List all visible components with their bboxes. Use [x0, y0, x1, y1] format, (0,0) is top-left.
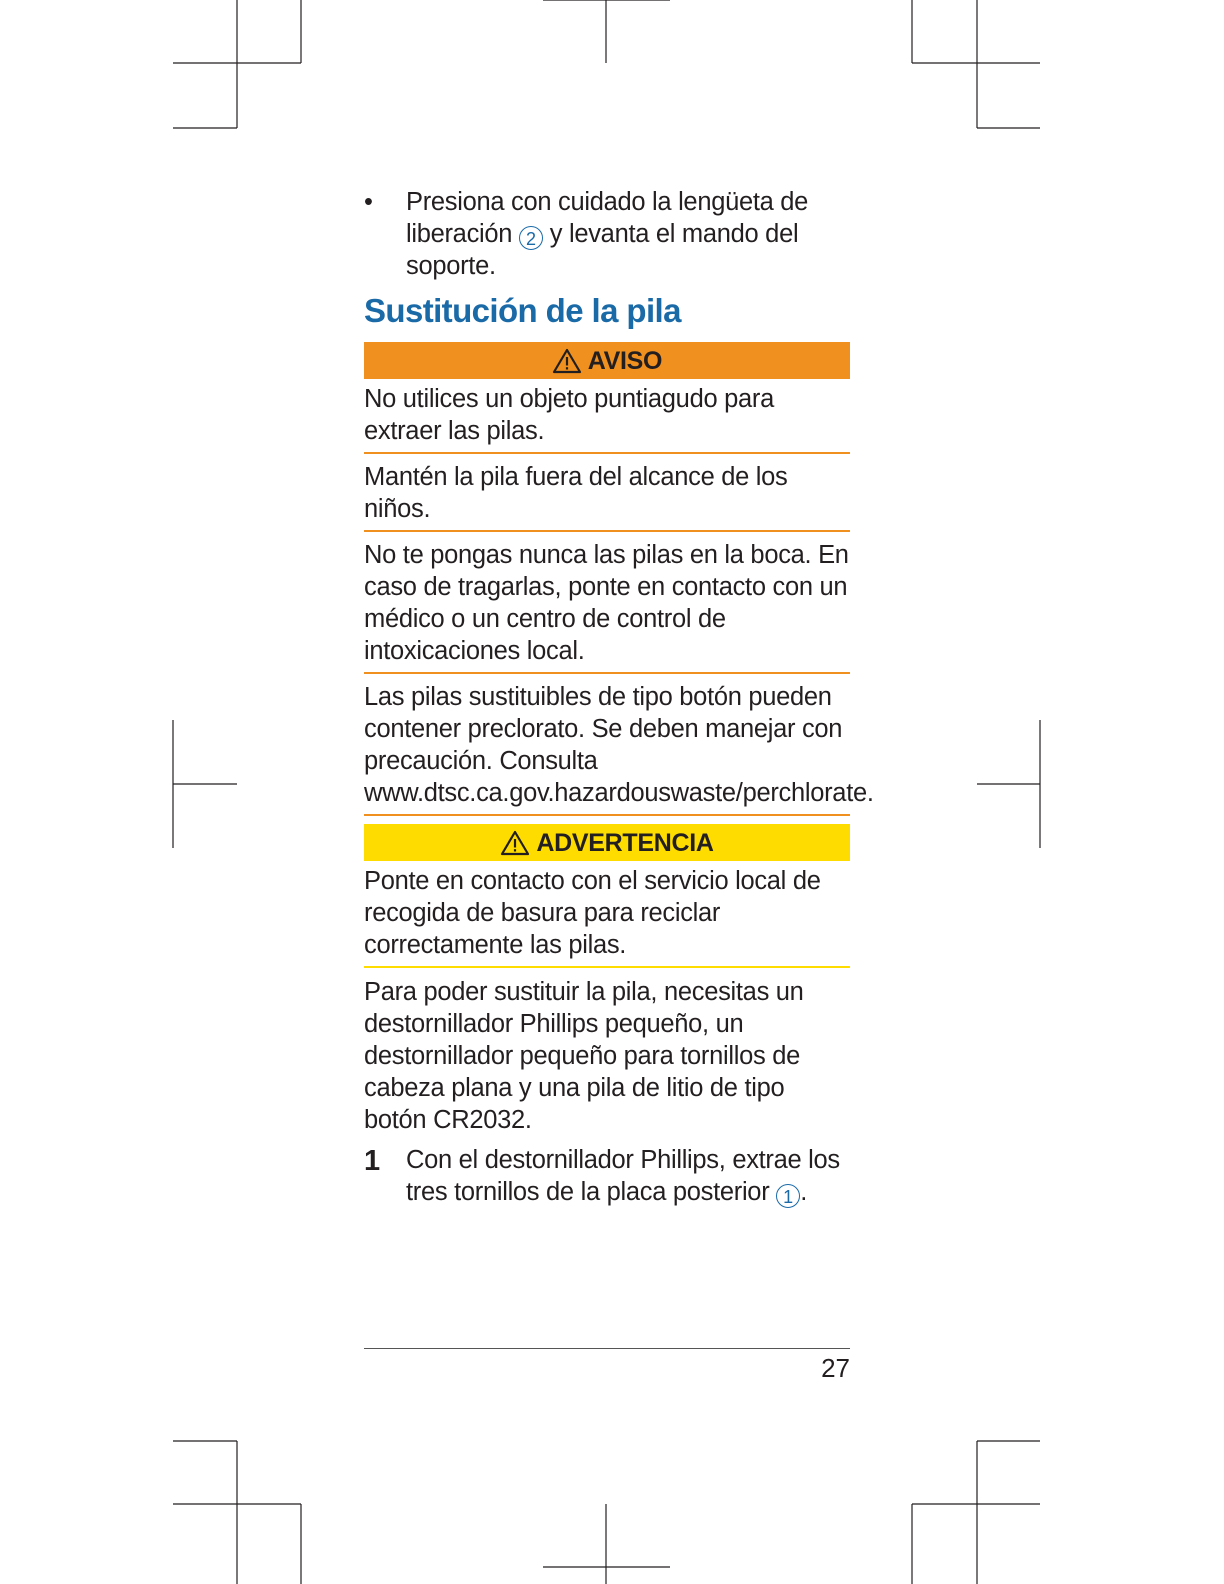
- warning-banner: [364, 824, 850, 861]
- notice-banner: [364, 342, 850, 379]
- bullet-mark: •: [364, 188, 373, 216]
- step-1: [364, 1144, 850, 1208]
- notice-label: AVISO: [587, 346, 663, 375]
- section-title: Sustitución de la pila: [364, 292, 681, 329]
- bullet-text-end: y levanta el mando del soporte.: [406, 220, 799, 280]
- callout-1: 1: [776, 1184, 800, 1208]
- page-number: 27: [821, 1353, 850, 1383]
- step-text-end: .: [800, 1178, 807, 1206]
- step-text-start: Con el destornillador Phillips, extrae los tres tornillos de la placa posterior: [406, 1146, 840, 1206]
- page-content: [364, 186, 874, 1208]
- footer-rule: [364, 1348, 850, 1349]
- warning-label: ADVERTENCIA: [536, 828, 714, 857]
- notice-paragraph: No te pongas nunca las pilas en la boca. En caso de tragarlas, ponte en contacto con un médico o un centro de control de intoxicaciones local.: [364, 532, 850, 674]
- bullet-item: [364, 186, 850, 282]
- notice-paragraph: Las pilas sustituibles de tipo botón pueden contener preclorato. Se deben manejar con precaución. Consulta www.dtsc.ca.gov.hazardouswaste/perchlorate.: [364, 674, 850, 816]
- warning-triangle-icon: [500, 830, 530, 856]
- step-number: 1: [364, 1145, 380, 1177]
- warning-triangle-icon: [552, 348, 582, 374]
- intro-paragraph: Para poder sustituir la pila, necesitas un destornillador Phillips pequeño, un destornillador pequeño para tornillos de cabeza plana y una pila de litio de tipo botón CR2032.: [364, 978, 804, 1134]
- notice-paragraph: Mantén la pila fuera del alcance de los niños.: [364, 454, 850, 532]
- bullet-text-start: Presiona con cuidado la lengüeta de liberación: [406, 188, 809, 248]
- callout-2: 2: [519, 226, 543, 250]
- notice-paragraph: No utilices un objeto puntiagudo para extraer las pilas.: [364, 379, 850, 454]
- warning-paragraph: Ponte en contacto con el servicio local de recogida de basura para reciclar correctamente las pilas.: [364, 861, 850, 968]
